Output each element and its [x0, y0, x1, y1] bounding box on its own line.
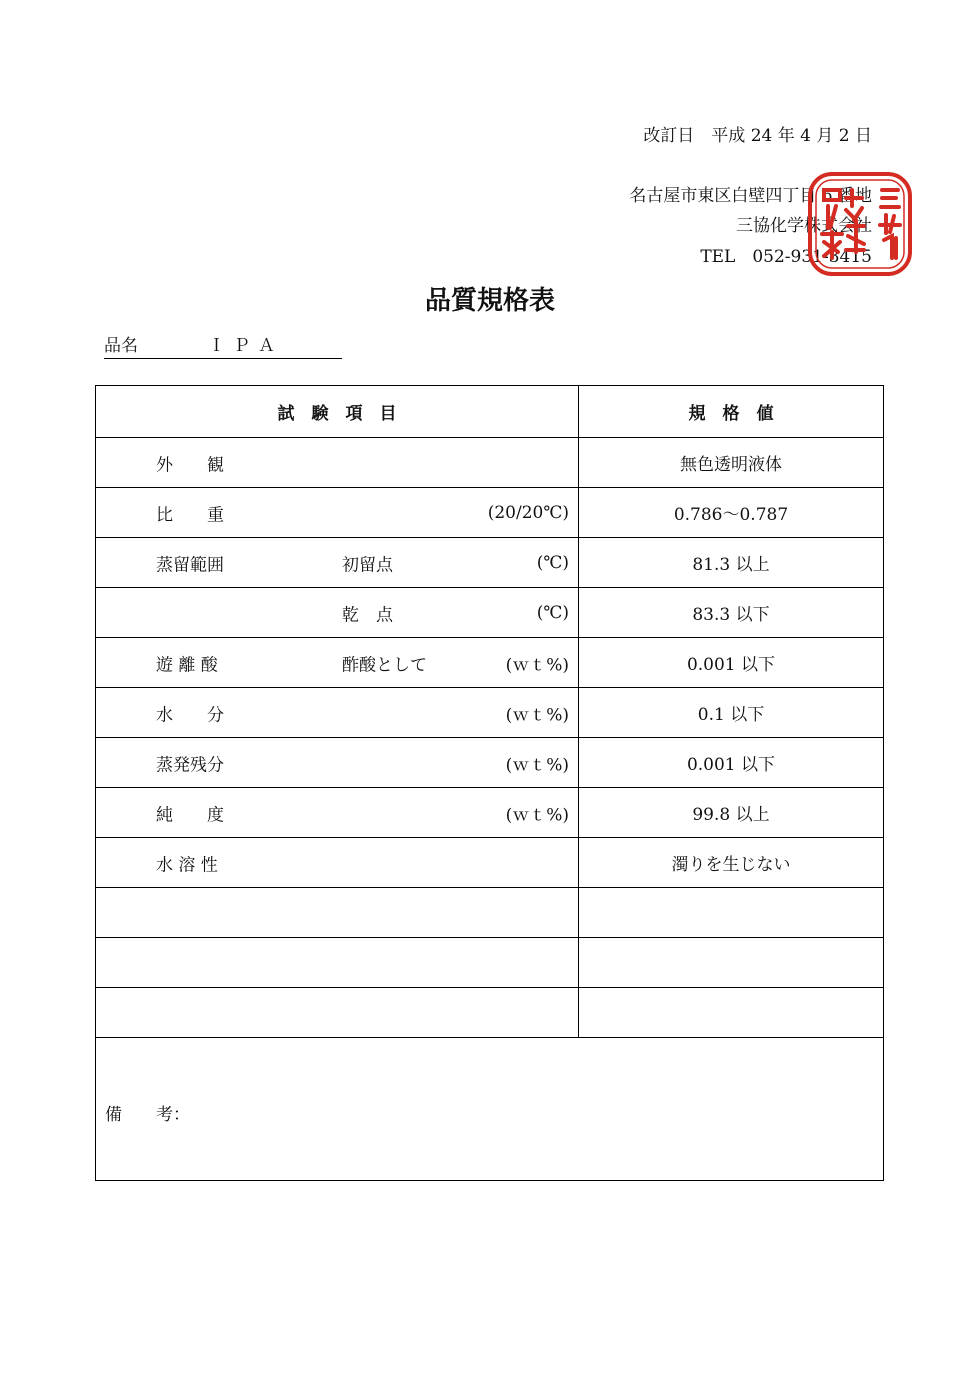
item-name: 水 溶 性 [156, 855, 218, 875]
table-row [96, 438, 884, 488]
product-label: 品名 [104, 336, 138, 356]
table-row [96, 638, 884, 688]
product-value: ＩＰＡ [208, 336, 283, 356]
table-row [96, 738, 884, 788]
company-tel: TEL 052-931-3415 [700, 247, 872, 267]
document-title: 品質規格表 [424, 286, 555, 316]
table-row [96, 588, 884, 638]
revision-date: 改訂日 平成 24 年 4 月 2 日 [643, 126, 872, 146]
item-value: 99.8 以上 [579, 788, 884, 838]
item-value [579, 988, 884, 1038]
item-value: 83.3 以下 [579, 588, 884, 638]
item-name: 遊 離 酸 [156, 655, 218, 675]
table-row [96, 788, 884, 838]
item-unit: (ｗｔ%) [505, 805, 569, 825]
item-unit: (ｗｔ%) [505, 655, 569, 675]
table-row [96, 688, 884, 738]
item-sub: 乾 点 [342, 605, 393, 625]
table-row [96, 938, 884, 988]
table-row [96, 838, 884, 888]
remarks-label: 備 考： [105, 1105, 190, 1125]
company-seal-icon [806, 170, 914, 278]
item-unit: (℃) [536, 552, 569, 573]
spec-table [95, 385, 884, 1181]
product-line [104, 331, 342, 359]
item-value [579, 938, 884, 988]
item-name: 水 分 [156, 705, 224, 725]
item-value: 無色透明液体 [579, 438, 884, 488]
table-header-row [96, 386, 884, 438]
item-name: 比 重 [156, 505, 224, 525]
item-sub: 初留点 [342, 555, 393, 575]
item-value [579, 888, 884, 938]
table-row [96, 488, 884, 538]
item-name: 外 観 [156, 455, 224, 475]
item-value: 81.3 以上 [579, 538, 884, 588]
item-unit: (ｗｔ%) [505, 755, 569, 775]
table-row [96, 538, 884, 588]
item-value: 濁りを生じない [579, 838, 884, 888]
item-name: 純 度 [156, 805, 224, 825]
header-spec-value: 規 格 値 [579, 386, 884, 438]
company-name: 三協化学株式会社 [736, 216, 872, 236]
company-address: 名古屋市東区白壁四丁目 6 番地 [629, 186, 872, 206]
table-row [96, 988, 884, 1038]
item-sub: 酢酸として [342, 655, 427, 675]
item-unit: (20/20℃) [487, 502, 569, 523]
item-unit: (ｗｔ%) [505, 705, 569, 725]
item-value: 0.001 以下 [579, 738, 884, 788]
header-test-item: 試 験 項 目 [96, 386, 579, 438]
item-value: 0.1 以下 [579, 688, 884, 738]
item-name: 蒸発残分 [156, 755, 224, 775]
table-row [96, 888, 884, 938]
remarks-row [96, 1038, 884, 1181]
item-value: 0.786～0.787 [579, 488, 884, 538]
item-unit: (℃) [536, 602, 569, 623]
item-name: 蒸留範囲 [156, 555, 224, 575]
item-value: 0.001 以下 [579, 638, 884, 688]
